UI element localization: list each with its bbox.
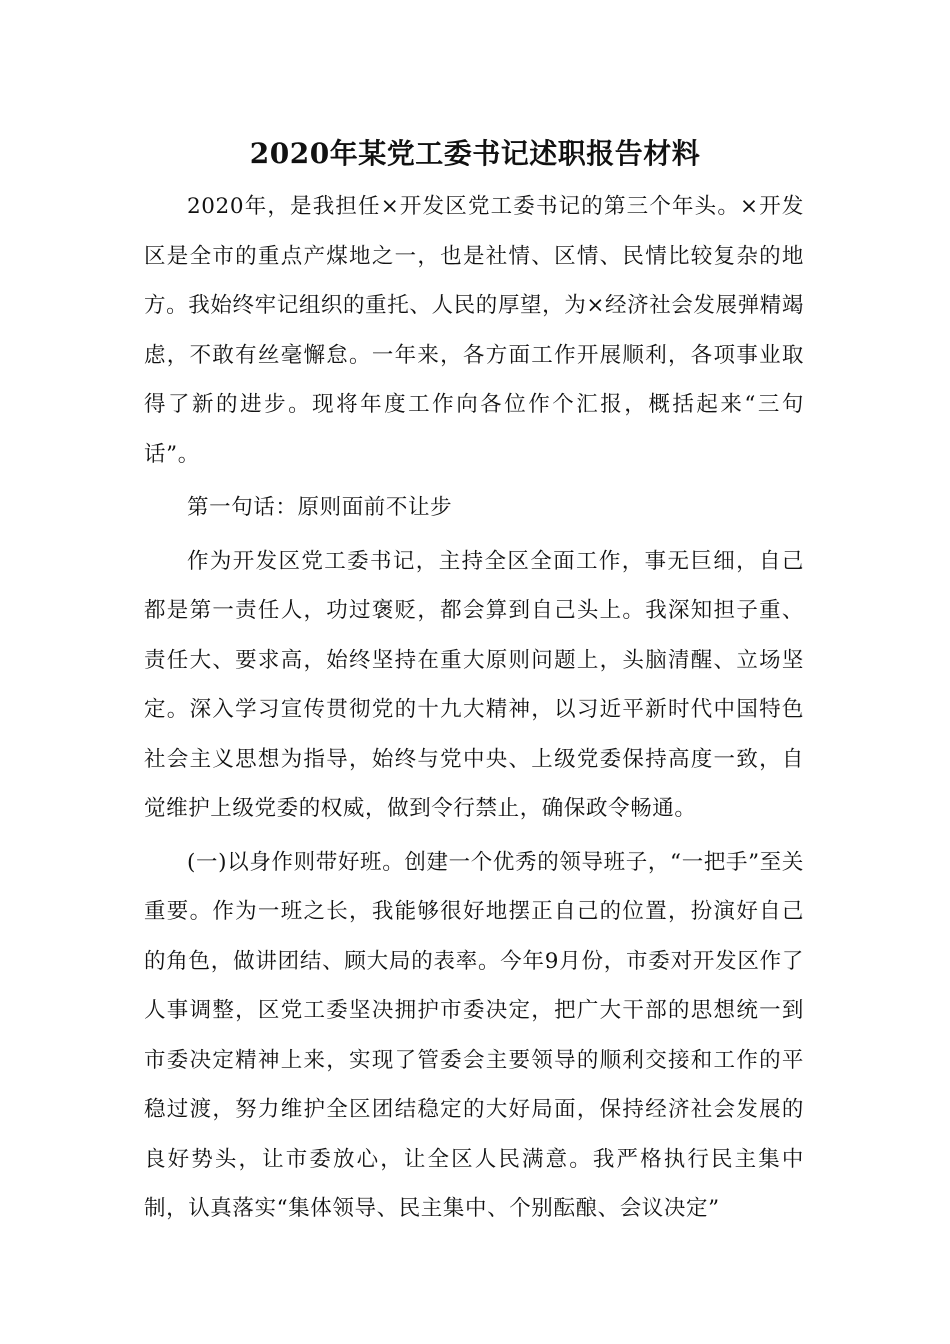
paragraph-leadership: (一)以身作则带好班。创建一个优秀的领导班子，“一把手”至关重要。作为一班之长，我能够很好地摆正自己的位置，扮演好自己的角色，做讲团结、顾大局的表率。今年9月份，市委对开发区作了人事调整，区党工委坚决拥护市委决定，把广大干部的思想统一到市委决定精神上来，实现了管委会主要领导的顺利交接和工作的平稳过渡，努力维护全区团结稳定的大好局面，保持经济社会发展的良好势头，让市委放心，让全区人民满意。我严格执行民主集中制，认真落实“集体领导、民主集中、个别酝酿、会议决定” [144, 849, 804, 1221]
paragraph-principles: 作为开发区党工委书记，主持全区全面工作，事无巨细，自己都是第一责任人，功过褒贬，都会算到自己头上。我深知担子重、责任大、要求高，始终坚持在重大原则问题上，头脑清醒、立场坚定。深入学习宣传贯彻党的十九大精神，以习近平新时代中国特色社会主义思想为指导，始终与党中央、上级党委保持高度一致，自觉维护上级党委的权威，做到令行禁止，确保政令畅通。 [144, 548, 804, 821]
paragraph-intro: 2020年，是我担任×开发区党工委书记的第三个年头。×开发区是全市的重点产煤地之一，也是社情、区情、民情比较复杂的地方。我始终牢记组织的重托、人民的厚望，为×经济社会发展弹精竭虑，不敢有丝毫懈怠。一年来，各方面工作开展顺利，各项事业取得了新的进步。现将年度工作向各位作个汇报，概括起来“三句话”。 [144, 194, 804, 467]
section-heading-first: 第一句话：原则面前不让步 [187, 495, 453, 520]
document-title: 2020年某党工委书记述职报告材料 [249, 137, 701, 170]
document-body [144, 182, 804, 1234]
